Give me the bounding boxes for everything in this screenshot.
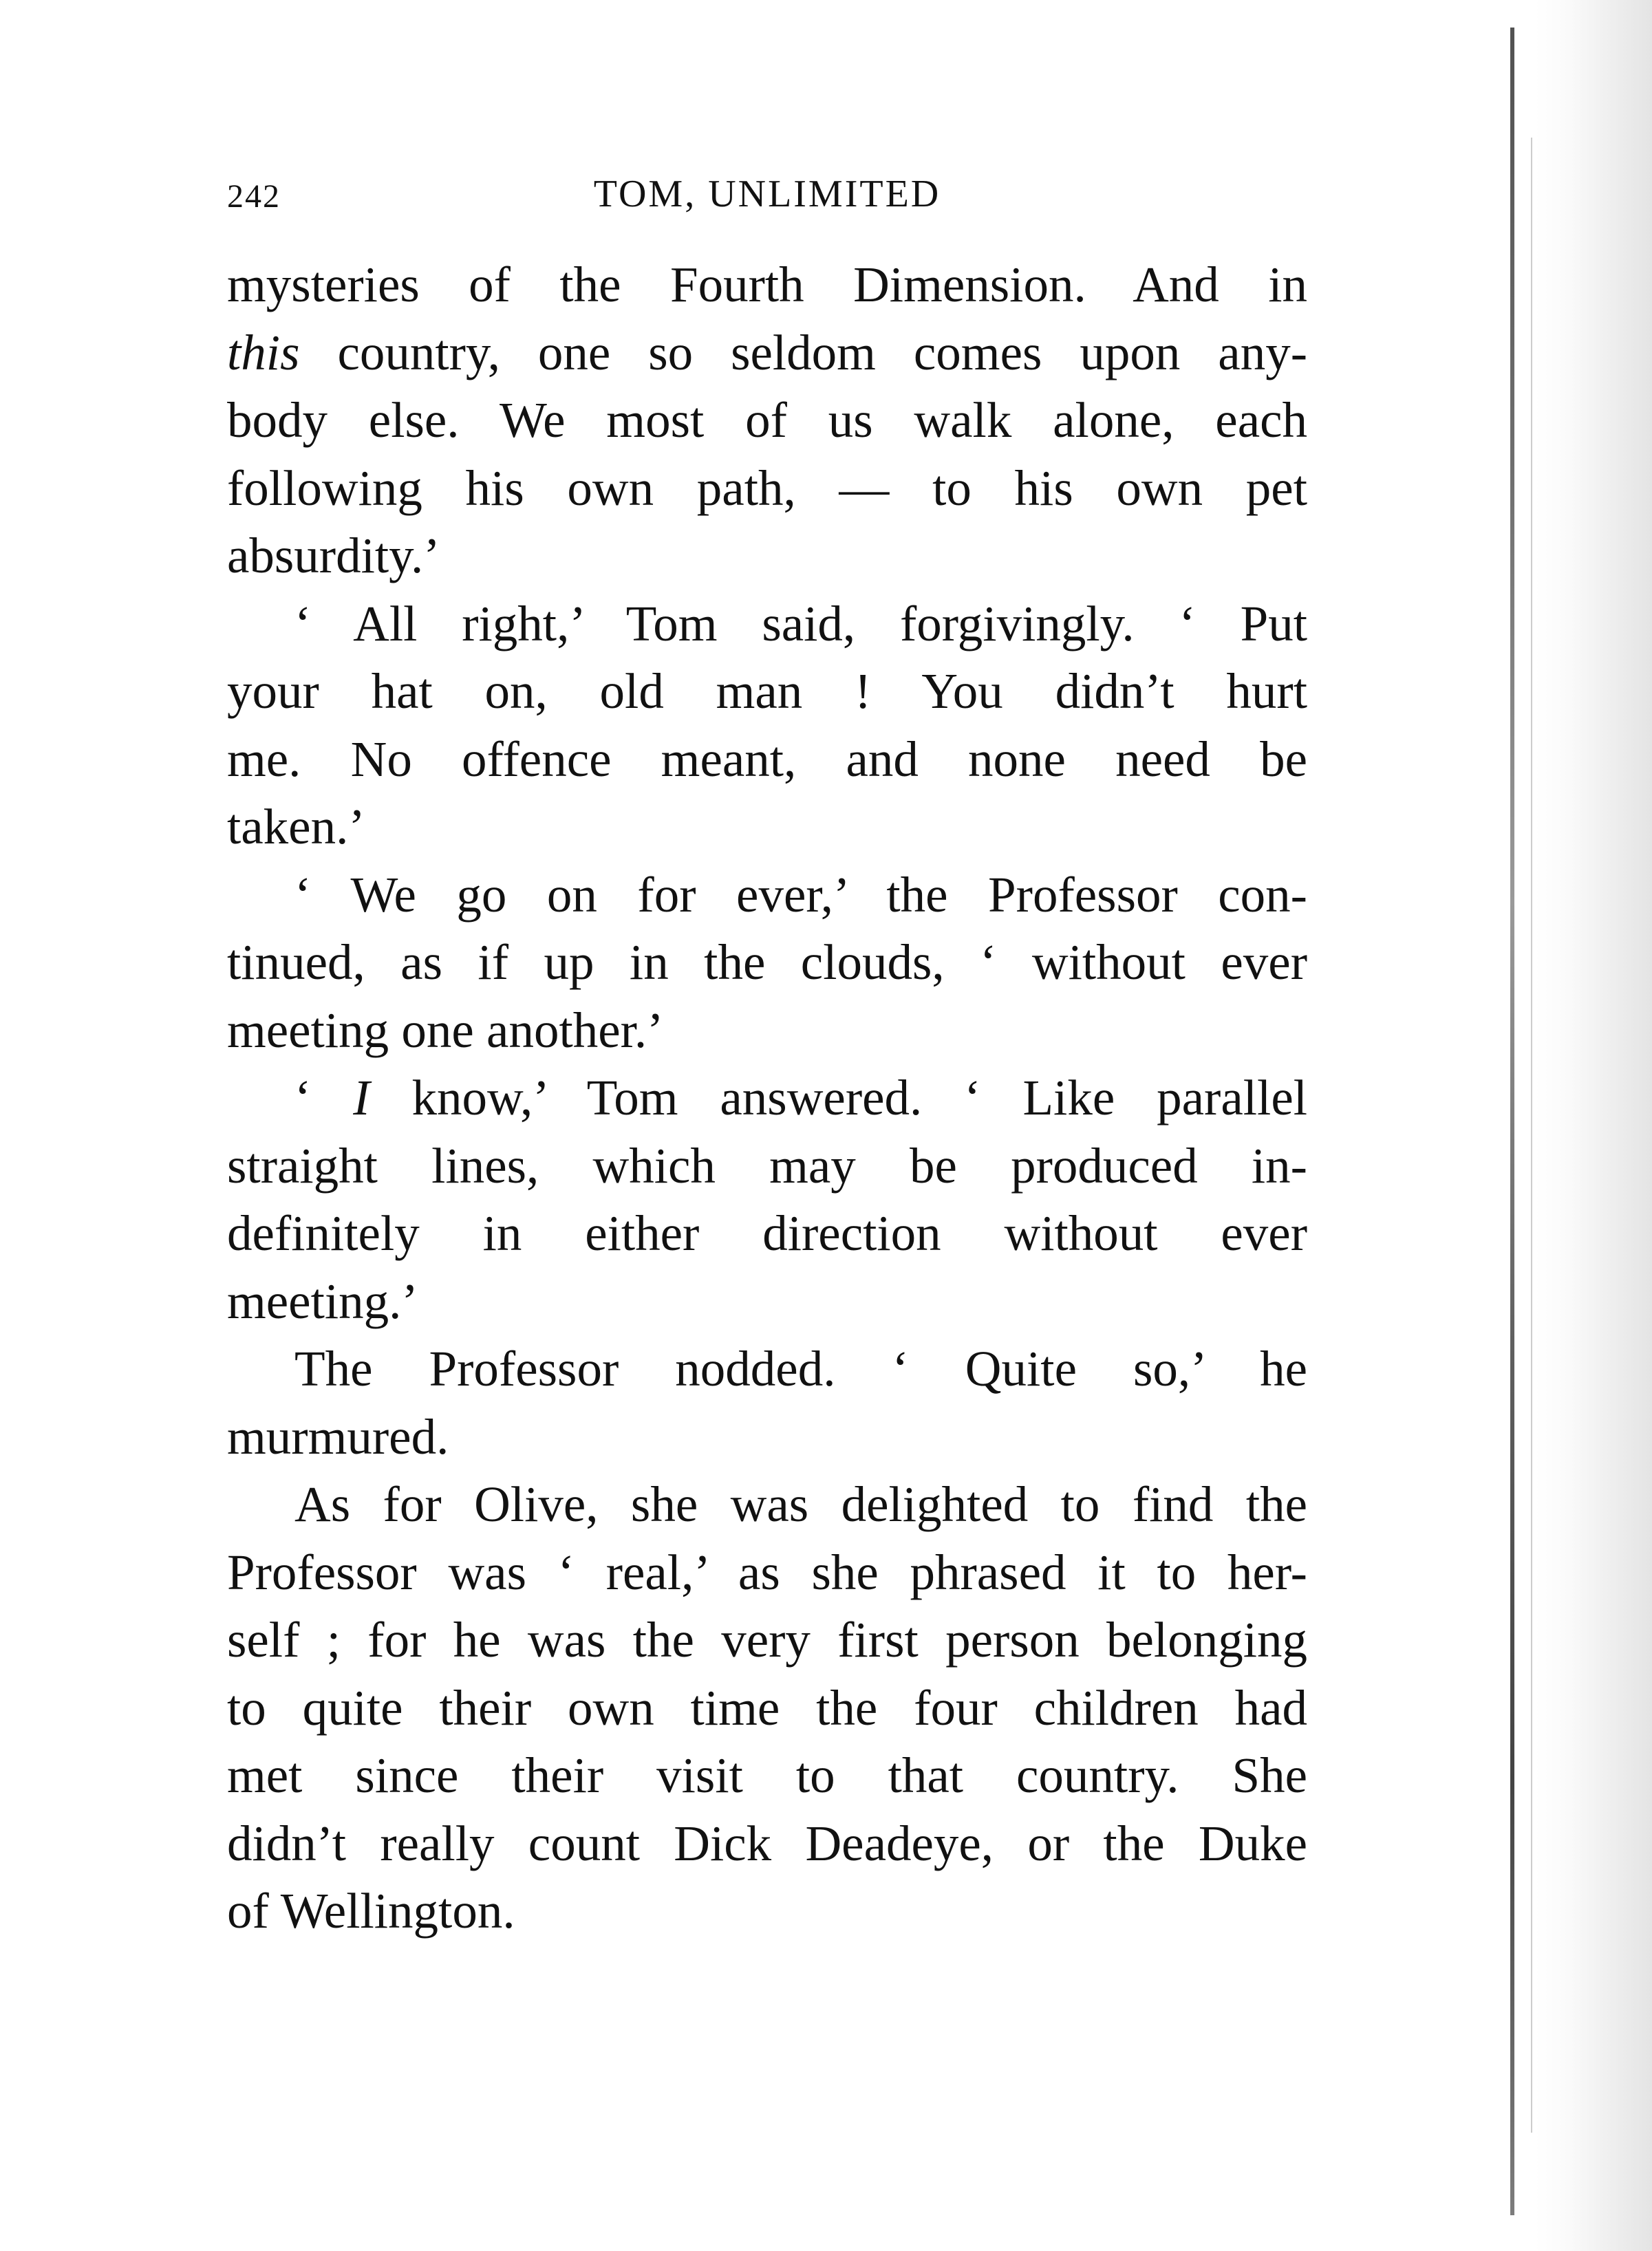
quote-open: ‘ xyxy=(294,1070,354,1126)
text-line-20: Professor was ‘ real,’ as she phrased it to her- xyxy=(227,1544,1307,1600)
text-line-19: As for Olive, she was delighted to find the xyxy=(294,1476,1307,1532)
binding-edge-faint xyxy=(1531,138,1532,2133)
text-line-12: meeting one another.’ xyxy=(227,1002,664,1058)
text-line-9: taken.’ xyxy=(227,799,365,854)
text-line-16: meeting.’ xyxy=(227,1273,418,1329)
text-line-21: self ; for he was the very first person belonging xyxy=(227,1612,1307,1668)
text-line-10: ‘ We go on for ever,’ the Professor con- xyxy=(294,866,1307,923)
italic-this: this xyxy=(227,324,300,380)
text-line-13 xyxy=(227,1064,1307,1132)
text-line-5: absurdity.’ xyxy=(227,528,440,583)
text-line-22: to quite their own time the four children had xyxy=(227,1679,1307,1736)
text-line-25: of Wellington. xyxy=(227,1883,515,1939)
running-header xyxy=(227,172,1307,227)
page-edge-shadow xyxy=(1535,0,1652,2251)
text-line-6: ‘ All right,’ Tom said, forgivingly. ‘ Put xyxy=(294,595,1307,651)
text-line-8: me. No offence meant, and none need be xyxy=(227,731,1307,787)
text-line-2-rest: country, one so seldom comes upon any- xyxy=(337,324,1307,380)
text-line-24: didn’t really count Dick Deadeye, or the Duke xyxy=(227,1815,1307,1871)
page-number: 242 xyxy=(227,178,281,215)
body-text xyxy=(227,251,1307,1946)
text-line-4: following his own path, — to his own pet xyxy=(227,460,1307,516)
running-title: TOM, UNLIMITED xyxy=(593,173,941,215)
text-line-1: mysteries of the Fourth Dimension. And in xyxy=(227,257,1307,312)
text-line-2 xyxy=(227,319,1307,387)
text-line-14: straight lines, which may be produced in- xyxy=(227,1137,1307,1194)
text-line-17: The Professor nodded. ‘ Quite so,’ he xyxy=(294,1341,1307,1397)
text-line-23: met since their visit to that country. She xyxy=(227,1747,1307,1803)
italic-i: I xyxy=(353,1070,370,1126)
text-line-13-rest: know,’ Tom answered. ‘ Like parallel xyxy=(411,1070,1307,1126)
text-line-7: your hat on, old man ! You didn’t hurt xyxy=(227,663,1307,719)
text-line-11: tinued, as if up in the clouds, ‘ without ever xyxy=(227,934,1307,990)
binding-edge xyxy=(1510,28,1514,2215)
text-line-3: body else. We most of us walk alone, each xyxy=(227,392,1307,448)
text-line-15: definitely in either direction without ever xyxy=(227,1205,1307,1261)
text-line-18: murmured. xyxy=(227,1408,449,1465)
